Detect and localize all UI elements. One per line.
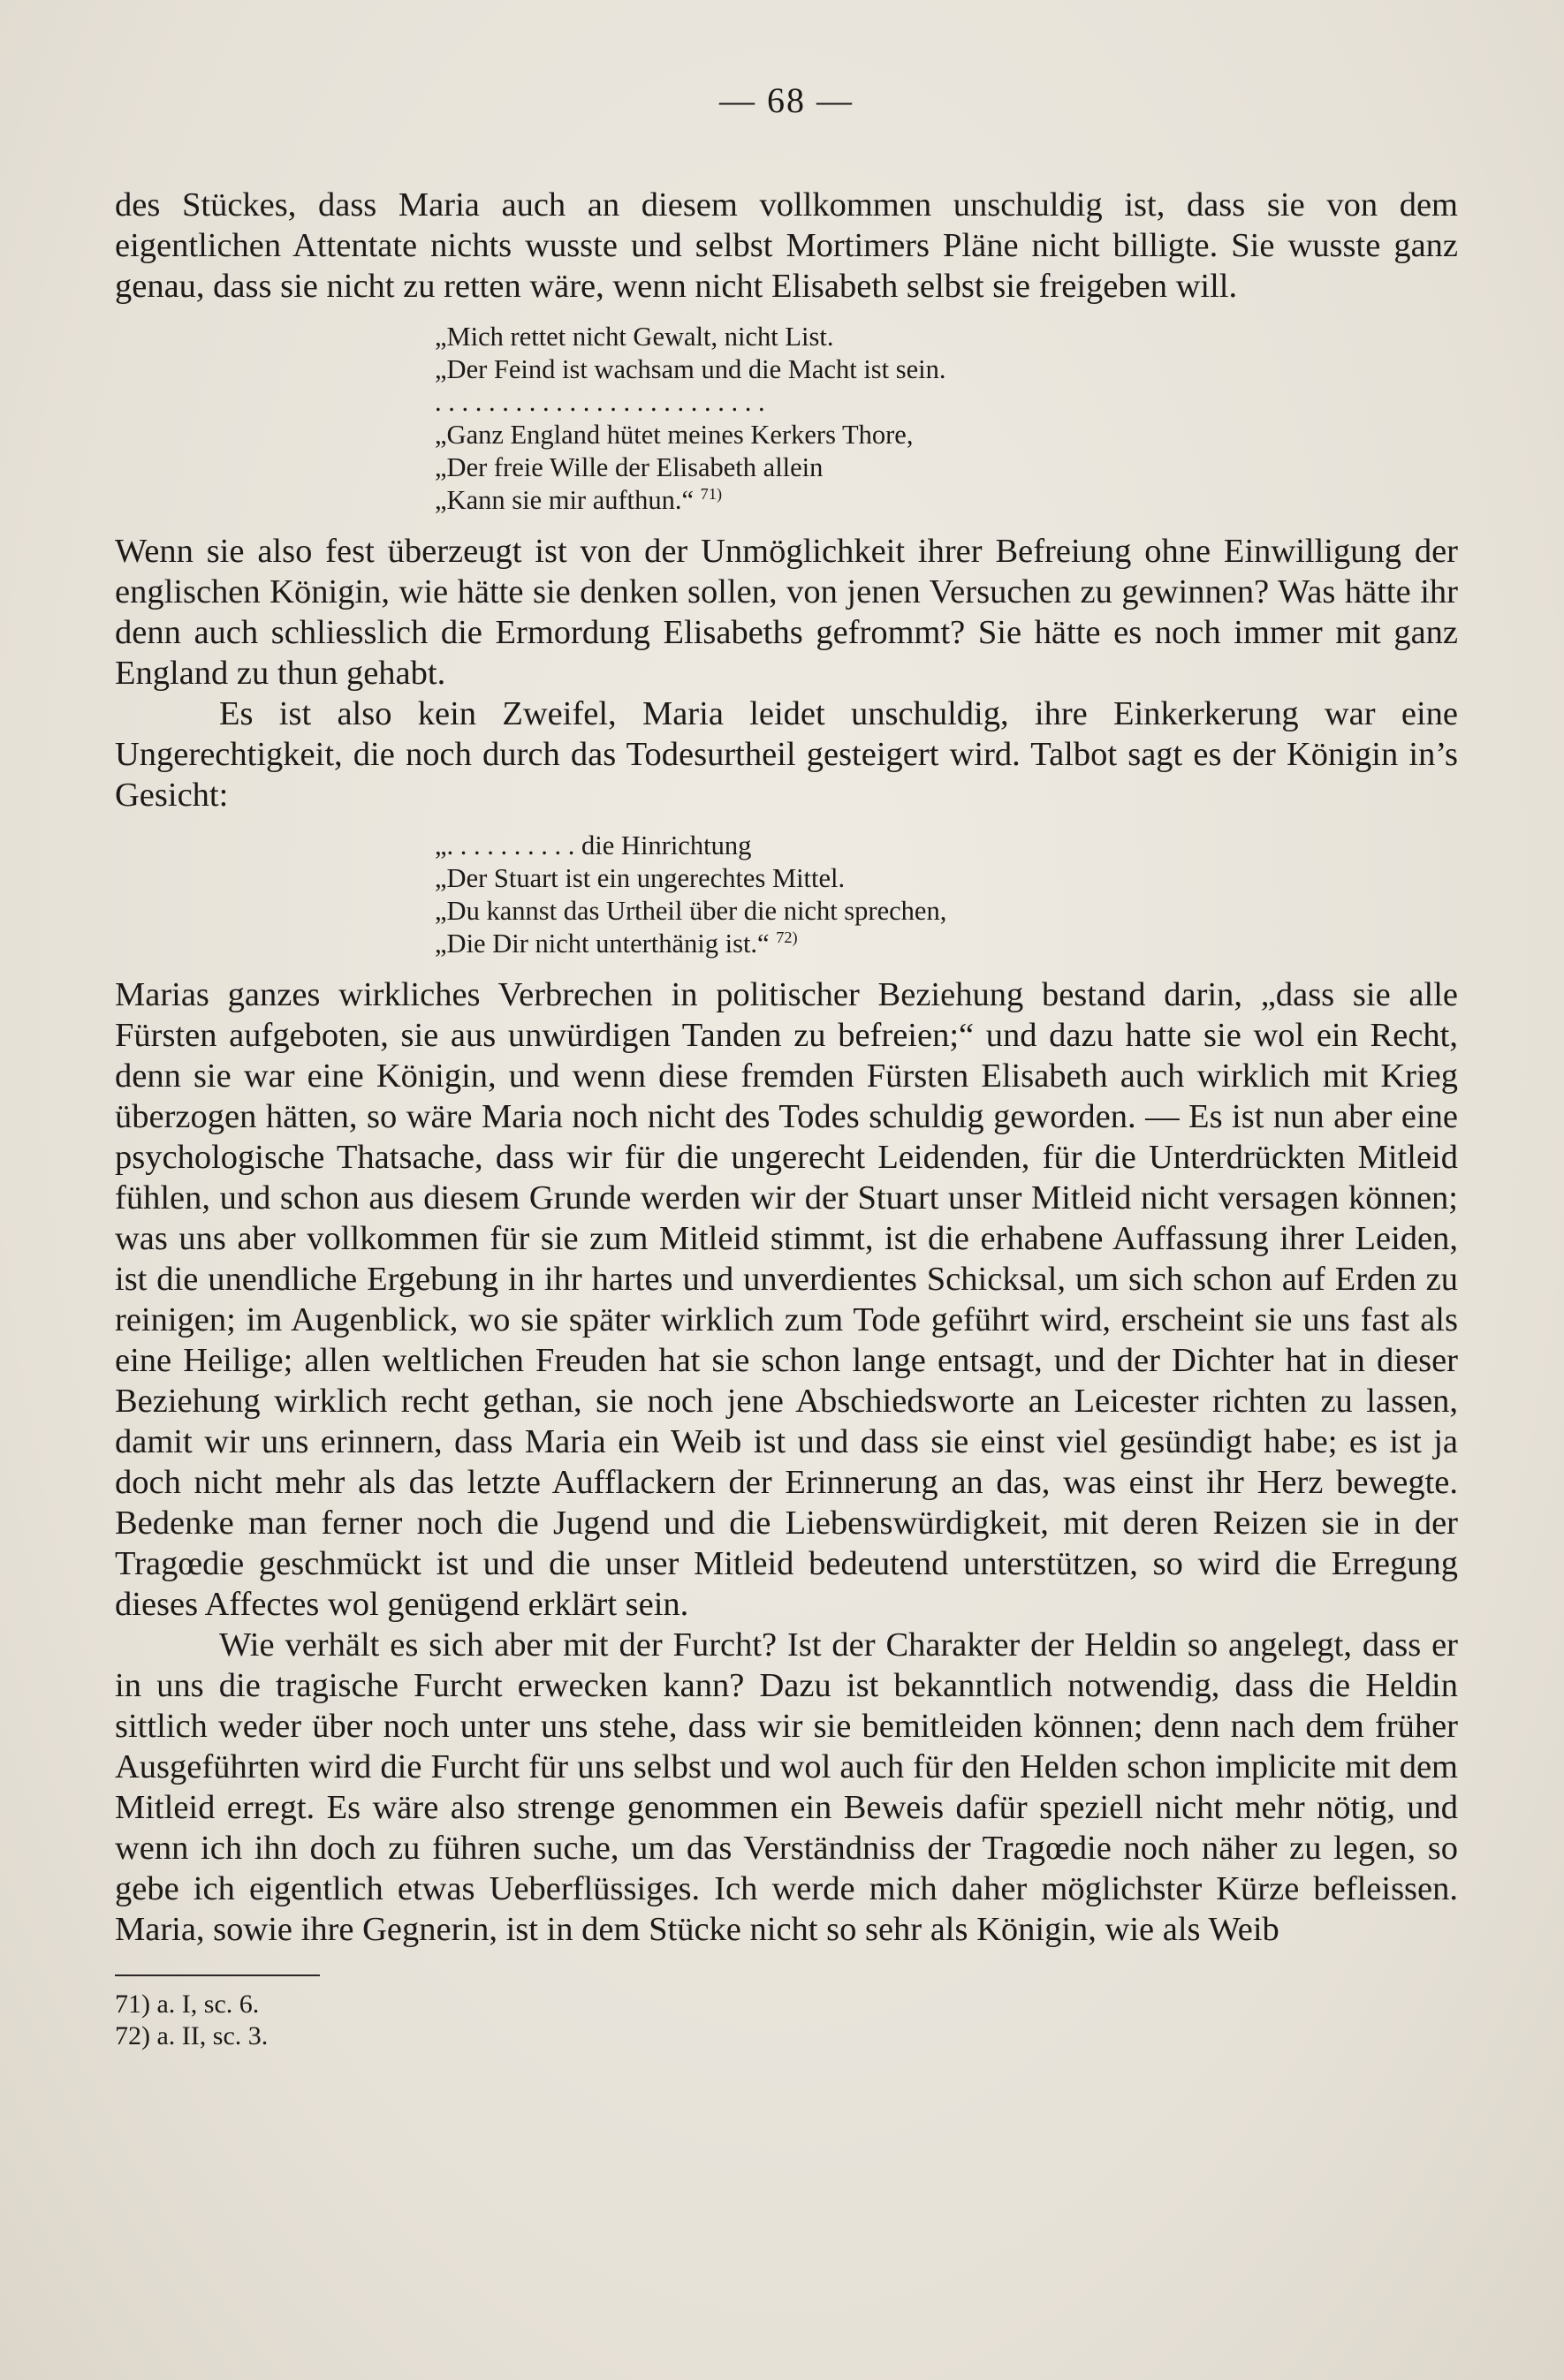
verse-line (435, 928, 1458, 960)
verse-quote (435, 830, 1458, 960)
verse-line: „Ganz England hütet meines Kerkers Thore, (435, 420, 914, 450)
verse-line-text: „Kann sie mir aufthun.“ (435, 485, 695, 515)
footnote-ref: 71) (700, 484, 723, 503)
verse-line (435, 484, 1458, 517)
verse-quote (435, 321, 1458, 517)
paragraph: Es ist also kein Zweifel, Maria leidet unschuldig, ihre Einkerkerung war eine Ungerechtigkeit, die noch durch das Todesurtheil gesteigert wird. Talbot sagt es der Königin in’s Gesicht: (115, 695, 1458, 814)
paragraph: Marias ganzes wirkliches Verbrechen in politischer Beziehung bestand darin, „dass sie alle Fürsten aufgeboten, sie aus unwürdigen Tanden zu befreien;“ und dazu hatte sie wol ein Recht, denn sie war eine Königin, und wenn diese fremden Fürsten Elisabeth auch wirklich mit Krieg überzogen hätten, so wäre Maria noch nicht des Todes schuldig geworden. — Es ist nun aber eine psychologische Thatsache, dass wir für die ungerecht Leidenden, für die Unterdrückten Mitleid fühlen, und schon aus diesem Grunde werden wir der Stuart unser Mitleid nicht versagen können; was uns aber vollkommen für sie zum Mitleid stimmt, ist die erhabene Auffassung ihrer Leiden, ist die unendliche Ergebung in ihr hartes und unverdientes Schicksal, um sich schon auf Erden zu reinigen; im Augenblick, wo sie später wirklich zum Tode geführt wird, erscheint sie uns fast als eine Heilige; allen weltlichen Freuden hat sie schon lange entsagt, und der Dichter hat in dieser Beziehung wirklich recht gethan, sie noch jene Abschiedsworte an Leicester richten zu lassen, damit wir uns erinnern, dass Maria ein Weib ist und dass sie einst viel gesündigt habe; es ist ja doch nicht mehr als das letzte Aufflackern der Erinnerung an das, was einst ihr Herz bewegte. Bedenke man ferner noch die Jugend und die Liebenswürdigkeit, mit deren Reizen sie in der Tragœdie geschmückt ist und die unser Mitleid bedeutend unterstützen, so wird die Erregung dieses Affectes wol genügend erklärt sein. (115, 976, 1458, 1623)
footnote-ref: 72) (776, 928, 798, 946)
footnote: 72) a. II, sc. 3. (115, 2021, 269, 2050)
verse-line: „Mich rettet nicht Gewalt, nicht List. (435, 322, 834, 352)
footnotes (115, 1989, 1458, 2052)
page-number: — 68 — (719, 80, 854, 120)
verse-line: „Der freie Wille der Elisabeth allein (435, 452, 824, 482)
verse-ellipsis: . . . . . . . . . . . . . . . . . . . . . . . . . (435, 387, 765, 417)
verse-line: „Der Feind ist wachsam und die Macht ist sein. (435, 354, 946, 384)
paragraph: Wie verhält es sich aber mit der Furcht? Ist der Charakter der Heldin so angelegt, dass er in uns die tragische Furcht erwecken kann? Dazu ist bekanntlich notwendig, dass die Heldin sittlich weder über noch unter uns stehe, dass wir sie bemitleiden können; denn nach dem früher Ausgeführten wird die Furcht für uns selbst und wol auch für den Helden schon implicite mit dem Mitleid erregt. Es wäre also strenge genommen ein Beweis dafür speziell nicht mehr nötig, und wenn ich ihn doch zu führen suche, um das Verständniss der Tragœdie noch näher zu legen, so gebe ich eigentlich etwas Ueberflüssiges. Ich werde mich daher möglichster Kürze befleissen. Maria, sowie ihre Gegnerin, ist in dem Stücke nicht so sehr als Königin, wie als Weib (115, 1626, 1458, 1948)
paragraph: Wenn sie also fest überzeugt ist von der Unmöglichkeit ihrer Befreiung ohne Einwilligung der englischen Königin, wie hätte sie denken sollen, von jenen Versuchen zu gewinnen? Was hätte ihr denn auch schliesslich die Ermordung Elisabeths gefrommt? Sie hätte es noch immer mit ganz England zu thun gehabt. (115, 533, 1458, 692)
paragraph: des Stückes, dass Maria auch an diesem vollkommen unschuldig ist, dass sie von dem eigentlichen Attentate nichts wusste und selbst Mortimers Pläne nicht billigte. Sie wusste ganz genau, dass sie nicht zu retten wäre, wenn nicht Elisabeth selbst sie freigeben will. (115, 186, 1458, 305)
verse-line: „. . . . . . . . . . die Hinrichtung (435, 830, 752, 860)
verse-line: „Du kannst das Urtheil über die nicht sprechen, (435, 896, 947, 926)
footnote-divider (115, 1974, 320, 1976)
footnote: 71) a. I, sc. 6. (115, 1990, 260, 2019)
body-text (115, 185, 1458, 1950)
verse-line-text: „Die Dir nicht unterthänig ist.“ (435, 929, 770, 959)
verse-line: „Der Stuart ist ein ungerechtes Mittel. (435, 863, 846, 893)
